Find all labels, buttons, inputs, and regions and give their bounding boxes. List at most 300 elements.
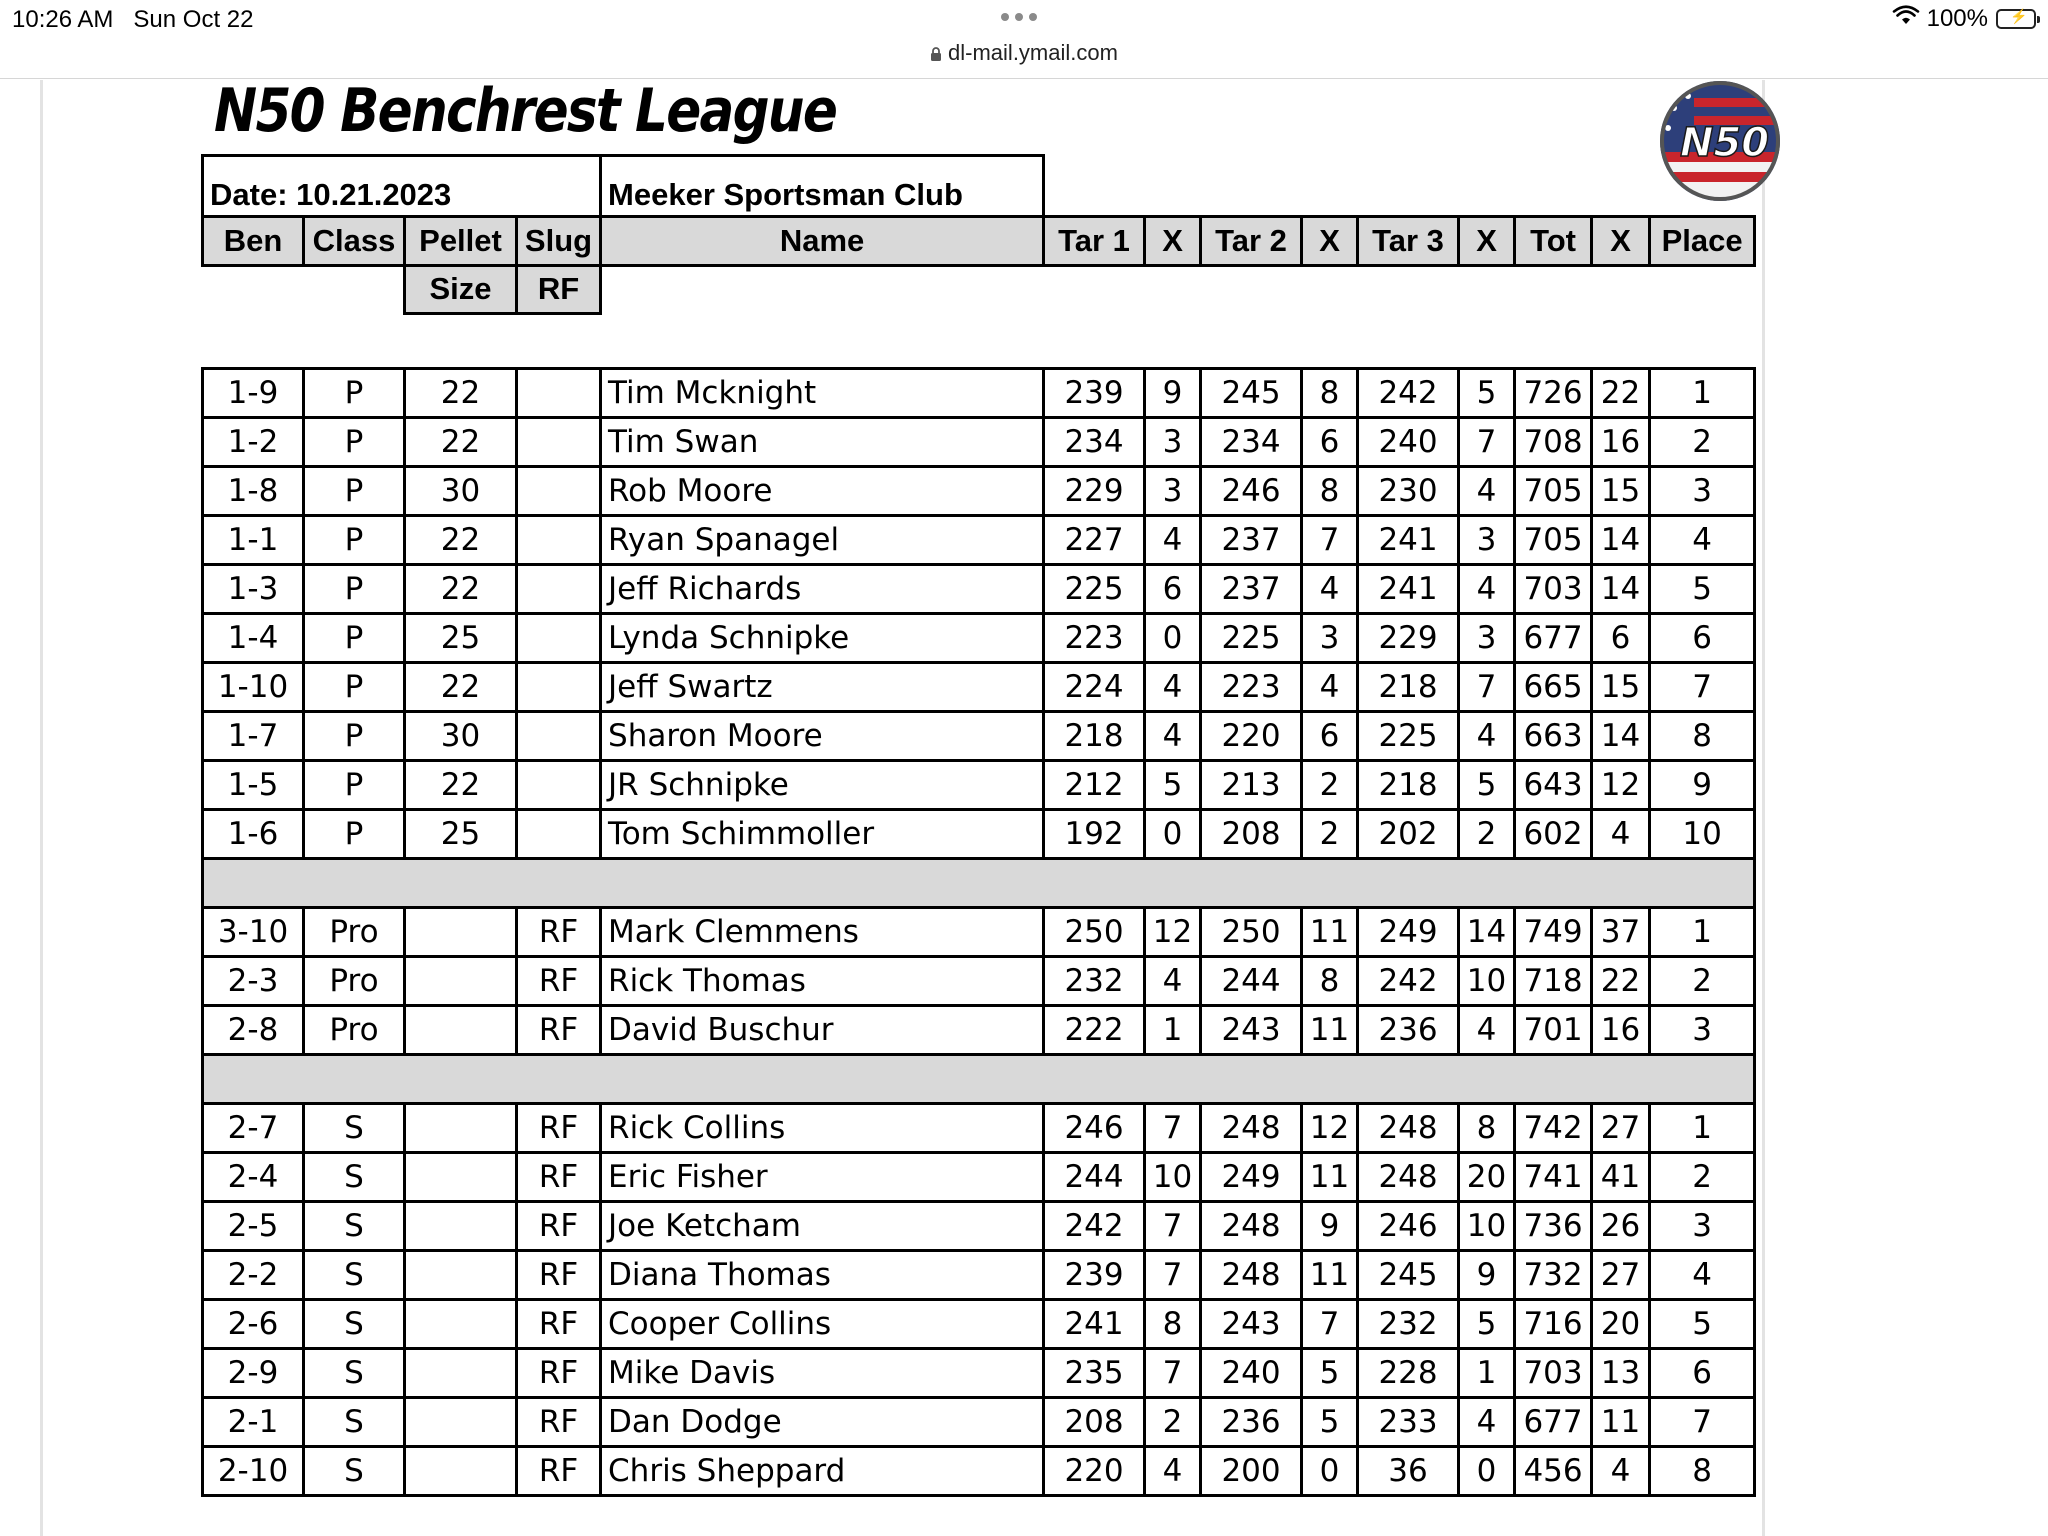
total-cell: 677 <box>1515 1397 1592 1446</box>
info-blank <box>1044 156 1755 217</box>
place-cell: 4 <box>1650 515 1755 564</box>
tar1-x-cell: 10 <box>1145 1152 1201 1201</box>
place-cell: 7 <box>1650 662 1755 711</box>
tar1-x-cell: 6 <box>1145 564 1201 613</box>
class-cell: P <box>304 417 405 466</box>
tar3-x-cell: 3 <box>1459 613 1515 662</box>
tar3-cell: 249 <box>1358 907 1459 956</box>
total-cell: 705 <box>1515 515 1592 564</box>
tar1-x-cell: 7 <box>1145 1103 1201 1152</box>
total-x-cell: 11 <box>1592 1397 1650 1446</box>
tar3-cell: 241 <box>1358 515 1459 564</box>
tar2-cell: 249 <box>1201 1152 1302 1201</box>
slug-rf-cell: RF <box>517 1005 601 1054</box>
tar1-cell: 192 <box>1044 809 1145 858</box>
total-cell: 732 <box>1515 1250 1592 1299</box>
total-x-cell: 27 <box>1592 1250 1650 1299</box>
tar2-x-cell: 8 <box>1302 466 1358 515</box>
battery-percent: 100% <box>1926 5 1988 32</box>
tar2-cell: 244 <box>1201 956 1302 1005</box>
tar2-cell: 220 <box>1201 711 1302 760</box>
url-text: dl-mail.ymail.com <box>948 40 1118 65</box>
tar1-cell: 250 <box>1044 907 1145 956</box>
tar1-x-cell: 8 <box>1145 1299 1201 1348</box>
tar2-cell: 213 <box>1201 760 1302 809</box>
tar1-x-cell: 9 <box>1145 368 1201 417</box>
tar1-x-cell: 7 <box>1145 1348 1201 1397</box>
bench-cell: 3-10 <box>203 907 304 956</box>
tar1-x-cell: 7 <box>1145 1201 1201 1250</box>
tar1-x-cell: 3 <box>1145 417 1201 466</box>
tar2-x-cell: 9 <box>1302 1201 1358 1250</box>
total-x-cell: 37 <box>1592 907 1650 956</box>
total-x-cell: 12 <box>1592 760 1650 809</box>
pellet-size-cell: 25 <box>405 613 517 662</box>
class-cell: P <box>304 613 405 662</box>
tar2-cell: 243 <box>1201 1299 1302 1348</box>
status-bar <box>0 0 2048 79</box>
total-cell: 703 <box>1515 1348 1592 1397</box>
class-cell: S <box>304 1250 405 1299</box>
tar3-cell: 218 <box>1358 760 1459 809</box>
tar2-x-cell: 2 <box>1302 760 1358 809</box>
tar2-cell: 223 <box>1201 662 1302 711</box>
pellet-size-cell <box>405 907 517 956</box>
place-cell: 10 <box>1650 809 1755 858</box>
bench-cell: 1-1 <box>203 515 304 564</box>
status-indicators <box>1893 5 2036 33</box>
tar3-cell: 36 <box>1358 1446 1459 1495</box>
class-cell: S <box>304 1201 405 1250</box>
place-cell: 3 <box>1650 466 1755 515</box>
total-x-cell: 16 <box>1592 1005 1650 1054</box>
document-title: N50 Benchrest League <box>214 76 837 146</box>
bench-cell: 2-5 <box>203 1201 304 1250</box>
slug-rf-cell <box>517 515 601 564</box>
table-row <box>203 1299 1755 1348</box>
class-cell: P <box>304 564 405 613</box>
tar2-x-cell: 12 <box>1302 1103 1358 1152</box>
class-cell: Pro <box>304 907 405 956</box>
tar1-cell: 242 <box>1044 1201 1145 1250</box>
tar1-cell: 208 <box>1044 1397 1145 1446</box>
tar1-cell: 223 <box>1044 613 1145 662</box>
tar2-x-cell: 11 <box>1302 1250 1358 1299</box>
total-cell: 741 <box>1515 1152 1592 1201</box>
tar3-x-cell: 0 <box>1459 1446 1515 1495</box>
tar3-x-cell: 7 <box>1459 417 1515 466</box>
bench-cell: 2-9 <box>203 1348 304 1397</box>
place-cell: 3 <box>1650 1005 1755 1054</box>
tar2-x-cell: 5 <box>1302 1397 1358 1446</box>
bench-cell: 2-6 <box>203 1299 304 1348</box>
total-cell: 456 <box>1515 1446 1592 1495</box>
tar3-cell: 225 <box>1358 711 1459 760</box>
pellet-size-cell: 22 <box>405 662 517 711</box>
slug-rf-cell <box>517 662 601 711</box>
pellet-size-cell <box>405 1250 517 1299</box>
tar3-cell: 202 <box>1358 809 1459 858</box>
header-name: Name <box>601 217 1044 266</box>
tar2-x-cell: 6 <box>1302 417 1358 466</box>
place-cell: 7 <box>1650 1397 1755 1446</box>
tar1-x-cell: 12 <box>1145 907 1201 956</box>
tar3-cell: 233 <box>1358 1397 1459 1446</box>
tar2-x-cell: 6 <box>1302 711 1358 760</box>
table-row <box>203 564 1755 613</box>
total-x-cell: 15 <box>1592 466 1650 515</box>
table-row <box>203 613 1755 662</box>
total-cell: 677 <box>1515 613 1592 662</box>
bench-cell: 1-3 <box>203 564 304 613</box>
spacer-row <box>203 313 1755 368</box>
place-cell: 8 <box>1650 711 1755 760</box>
bench-cell: 2-4 <box>203 1152 304 1201</box>
class-cell: S <box>304 1397 405 1446</box>
table-row <box>203 907 1755 956</box>
class-cell: P <box>304 368 405 417</box>
name-cell: Diana Thomas <box>601 1250 1044 1299</box>
tar2-x-cell: 4 <box>1302 662 1358 711</box>
tar2-x-cell: 7 <box>1302 515 1358 564</box>
pellet-size-cell: 22 <box>405 760 517 809</box>
svg-text:N50: N50 <box>1680 120 1770 166</box>
header-tar1: Tar 1 <box>1044 217 1145 266</box>
table-row <box>203 1103 1755 1152</box>
date: Sun Oct 22 <box>133 6 254 33</box>
tar3-cell: 218 <box>1358 662 1459 711</box>
total-cell: 643 <box>1515 760 1592 809</box>
total-cell: 665 <box>1515 662 1592 711</box>
slug-rf-cell: RF <box>517 1103 601 1152</box>
tar2-x-cell: 4 <box>1302 564 1358 613</box>
table-row <box>203 711 1755 760</box>
header-class: Class <box>304 217 405 266</box>
tar1-x-cell: 1 <box>1145 1005 1201 1054</box>
tar1-x-cell: 4 <box>1145 662 1201 711</box>
name-cell: Jeff Richards <box>601 564 1044 613</box>
total-x-cell: 41 <box>1592 1152 1650 1201</box>
place-cell: 4 <box>1650 1250 1755 1299</box>
tar3-x-cell: 20 <box>1459 1152 1515 1201</box>
tar2-x-cell: 3 <box>1302 613 1358 662</box>
name-cell: Mark Clemmens <box>601 907 1044 956</box>
tar1-x-cell: 4 <box>1145 956 1201 1005</box>
tar3-cell: 236 <box>1358 1005 1459 1054</box>
total-cell: 749 <box>1515 907 1592 956</box>
clock: 10:26 AM <box>12 6 114 33</box>
header-place: Place <box>1650 217 1755 266</box>
subheader-slug-rf: RF <box>517 266 601 314</box>
total-x-cell: 22 <box>1592 956 1650 1005</box>
tar1-cell: 246 <box>1044 1103 1145 1152</box>
tar3-cell: 246 <box>1358 1201 1459 1250</box>
tar3-cell: 229 <box>1358 613 1459 662</box>
total-cell: 663 <box>1515 711 1592 760</box>
date-label: Date: 10.21.2023 <box>203 156 601 217</box>
address-bar[interactable] <box>0 40 2048 68</box>
class-cell: P <box>304 515 405 564</box>
bench-cell: 1-4 <box>203 613 304 662</box>
name-cell: Rob Moore <box>601 466 1044 515</box>
header-tar2-x: X <box>1302 217 1358 266</box>
total-cell: 705 <box>1515 466 1592 515</box>
pellet-size-cell: 25 <box>405 809 517 858</box>
total-cell: 703 <box>1515 564 1592 613</box>
bench-cell: 2-2 <box>203 1250 304 1299</box>
page-edge-right <box>1762 80 1765 1536</box>
tar1-cell: 239 <box>1044 1250 1145 1299</box>
tar3-x-cell: 4 <box>1459 1397 1515 1446</box>
bench-cell: 1-7 <box>203 711 304 760</box>
spacer-cell <box>203 313 1755 368</box>
lock-icon <box>930 42 942 68</box>
total-x-cell: 16 <box>1592 417 1650 466</box>
pellet-size-cell <box>405 1005 517 1054</box>
pellet-size-cell: 30 <box>405 466 517 515</box>
tar3-x-cell: 10 <box>1459 956 1515 1005</box>
name-cell: Jeff Swartz <box>601 662 1044 711</box>
total-cell: 716 <box>1515 1299 1592 1348</box>
slug-rf-cell: RF <box>517 1397 601 1446</box>
tar2-cell: 248 <box>1201 1201 1302 1250</box>
header-row <box>203 217 1755 266</box>
info-row <box>203 156 1755 217</box>
tar2-x-cell: 7 <box>1302 1299 1358 1348</box>
tar3-x-cell: 4 <box>1459 711 1515 760</box>
more-dots-icon[interactable] <box>1001 13 1037 21</box>
page-edge-left <box>40 80 43 1536</box>
place-cell: 2 <box>1650 956 1755 1005</box>
tar2-cell: 250 <box>1201 907 1302 956</box>
group-separator <box>203 1054 1755 1103</box>
bench-cell: 2-3 <box>203 956 304 1005</box>
tar1-x-cell: 4 <box>1145 711 1201 760</box>
slug-rf-cell: RF <box>517 956 601 1005</box>
pellet-size-cell: 22 <box>405 564 517 613</box>
slug-rf-cell <box>517 466 601 515</box>
class-cell: P <box>304 662 405 711</box>
name-cell: JR Schnipke <box>601 760 1044 809</box>
header-slug-rf: Slug <box>517 217 601 266</box>
place-cell: 2 <box>1650 1152 1755 1201</box>
slug-rf-cell <box>517 417 601 466</box>
pellet-size-cell <box>405 1152 517 1201</box>
tar3-x-cell: 4 <box>1459 1005 1515 1054</box>
place-cell: 5 <box>1650 564 1755 613</box>
header-total-x: X <box>1592 217 1650 266</box>
results-table <box>201 154 1756 1497</box>
name-cell: Rick Collins <box>601 1103 1044 1152</box>
class-cell: P <box>304 809 405 858</box>
total-x-cell: 6 <box>1592 613 1650 662</box>
tar3-x-cell: 9 <box>1459 1250 1515 1299</box>
total-x-cell: 13 <box>1592 1348 1650 1397</box>
tar3-x-cell: 7 <box>1459 662 1515 711</box>
table-row <box>203 1250 1755 1299</box>
slug-rf-cell <box>517 760 601 809</box>
tar2-cell: 248 <box>1201 1250 1302 1299</box>
bench-cell: 1-5 <box>203 760 304 809</box>
tar3-cell: 228 <box>1358 1348 1459 1397</box>
subheader-pellet-size: Size <box>405 266 517 314</box>
tar2-cell: 243 <box>1201 1005 1302 1054</box>
total-x-cell: 26 <box>1592 1201 1650 1250</box>
tar3-x-cell: 8 <box>1459 1103 1515 1152</box>
table-row <box>203 809 1755 858</box>
tar2-cell: 245 <box>1201 368 1302 417</box>
place-cell: 1 <box>1650 368 1755 417</box>
class-cell: S <box>304 1152 405 1201</box>
tar2-cell: 240 <box>1201 1348 1302 1397</box>
tar1-cell: 225 <box>1044 564 1145 613</box>
tar1-cell: 232 <box>1044 956 1145 1005</box>
name-cell: Tom Schimmoller <box>601 809 1044 858</box>
tar1-cell: 244 <box>1044 1152 1145 1201</box>
bench-cell: 1-8 <box>203 466 304 515</box>
name-cell: Tim Mcknight <box>601 368 1044 417</box>
tar1-cell: 220 <box>1044 1446 1145 1495</box>
slug-rf-cell <box>517 711 601 760</box>
tar1-x-cell: 7 <box>1145 1250 1201 1299</box>
tar1-x-cell: 4 <box>1145 515 1201 564</box>
table-row <box>203 1446 1755 1495</box>
bench-cell: 2-7 <box>203 1103 304 1152</box>
tar3-x-cell: 2 <box>1459 809 1515 858</box>
total-cell: 742 <box>1515 1103 1592 1152</box>
tar3-cell: 242 <box>1358 956 1459 1005</box>
total-x-cell: 27 <box>1592 1103 1650 1152</box>
bench-cell: 2-8 <box>203 1005 304 1054</box>
total-x-cell: 20 <box>1592 1299 1650 1348</box>
tar1-cell: 235 <box>1044 1348 1145 1397</box>
total-cell: 602 <box>1515 809 1592 858</box>
bench-cell: 1-9 <box>203 368 304 417</box>
tar3-cell: 232 <box>1358 1299 1459 1348</box>
slug-rf-cell <box>517 809 601 858</box>
class-cell: P <box>304 760 405 809</box>
total-x-cell: 14 <box>1592 515 1650 564</box>
table-row <box>203 368 1755 417</box>
pellet-size-cell <box>405 956 517 1005</box>
battery-icon: ⚡ <box>1996 9 2036 29</box>
name-cell: Cooper Collins <box>601 1299 1044 1348</box>
tar3-cell: 230 <box>1358 466 1459 515</box>
pellet-size-cell: 22 <box>405 368 517 417</box>
tar2-cell: 237 <box>1201 564 1302 613</box>
tar1-x-cell: 0 <box>1145 809 1201 858</box>
tar2-cell: 236 <box>1201 1397 1302 1446</box>
place-cell: 6 <box>1650 1348 1755 1397</box>
tar3-x-cell: 4 <box>1459 466 1515 515</box>
total-x-cell: 15 <box>1592 662 1650 711</box>
slug-rf-cell: RF <box>517 1299 601 1348</box>
pellet-size-cell <box>405 1201 517 1250</box>
name-cell: David Buschur <box>601 1005 1044 1054</box>
tar3-cell: 248 <box>1358 1103 1459 1152</box>
tar3-x-cell: 10 <box>1459 1201 1515 1250</box>
table-row <box>203 1005 1755 1054</box>
tar1-x-cell: 0 <box>1145 613 1201 662</box>
tar1-cell: 224 <box>1044 662 1145 711</box>
tar2-x-cell: 8 <box>1302 368 1358 417</box>
tar2-x-cell: 2 <box>1302 809 1358 858</box>
tar2-cell: 246 <box>1201 466 1302 515</box>
name-cell: Mike Davis <box>601 1348 1044 1397</box>
place-cell: 9 <box>1650 760 1755 809</box>
total-cell: 701 <box>1515 1005 1592 1054</box>
status-time <box>12 6 254 34</box>
tar2-cell: 200 <box>1201 1446 1302 1495</box>
tar2-cell: 237 <box>1201 515 1302 564</box>
total-x-cell: 22 <box>1592 368 1650 417</box>
name-cell: Dan Dodge <box>601 1397 1044 1446</box>
place-cell: 6 <box>1650 613 1755 662</box>
tar2-x-cell: 5 <box>1302 1348 1358 1397</box>
bench-cell: 1-2 <box>203 417 304 466</box>
class-cell: Pro <box>304 956 405 1005</box>
total-cell: 708 <box>1515 417 1592 466</box>
slug-rf-cell: RF <box>517 1446 601 1495</box>
tar3-x-cell: 5 <box>1459 1299 1515 1348</box>
place-cell: 2 <box>1650 417 1755 466</box>
total-x-cell: 4 <box>1592 1446 1650 1495</box>
name-cell: Eric Fisher <box>601 1152 1044 1201</box>
tar2-x-cell: 11 <box>1302 1152 1358 1201</box>
tar1-cell: 239 <box>1044 368 1145 417</box>
bench-cell: 1-6 <box>203 809 304 858</box>
tar3-x-cell: 5 <box>1459 368 1515 417</box>
slug-rf-cell: RF <box>517 1152 601 1201</box>
subheader-blank <box>203 266 405 314</box>
class-cell: S <box>304 1299 405 1348</box>
tar3-cell: 240 <box>1358 417 1459 466</box>
total-x-cell: 14 <box>1592 711 1650 760</box>
slug-rf-cell <box>517 368 601 417</box>
class-cell: Pro <box>304 1005 405 1054</box>
header-tar1-x: X <box>1145 217 1201 266</box>
header-pellet-size: Pellet <box>405 217 517 266</box>
total-x-cell: 4 <box>1592 809 1650 858</box>
tar3-cell: 242 <box>1358 368 1459 417</box>
pellet-size-cell <box>405 1397 517 1446</box>
total-cell: 726 <box>1515 368 1592 417</box>
tar1-cell: 234 <box>1044 417 1145 466</box>
tar2-cell: 225 <box>1201 613 1302 662</box>
subheader-blank-right <box>601 266 1755 314</box>
header-total: Tot <box>1515 217 1592 266</box>
slug-rf-cell <box>517 564 601 613</box>
place-cell: 5 <box>1650 1299 1755 1348</box>
table-row <box>203 466 1755 515</box>
tar2-cell: 248 <box>1201 1103 1302 1152</box>
header-tar3-x: X <box>1459 217 1515 266</box>
table-row <box>203 1201 1755 1250</box>
total-x-cell: 14 <box>1592 564 1650 613</box>
bench-cell: 1-10 <box>203 662 304 711</box>
tar3-x-cell: 1 <box>1459 1348 1515 1397</box>
class-cell: S <box>304 1446 405 1495</box>
pellet-size-cell <box>405 1299 517 1348</box>
name-cell: Tim Swan <box>601 417 1044 466</box>
tar2-x-cell: 11 <box>1302 907 1358 956</box>
total-cell: 736 <box>1515 1201 1592 1250</box>
class-cell: P <box>304 466 405 515</box>
tar1-cell: 218 <box>1044 711 1145 760</box>
pellet-size-cell: 30 <box>405 711 517 760</box>
place-cell: 1 <box>1650 907 1755 956</box>
pellet-size-cell: 22 <box>405 417 517 466</box>
